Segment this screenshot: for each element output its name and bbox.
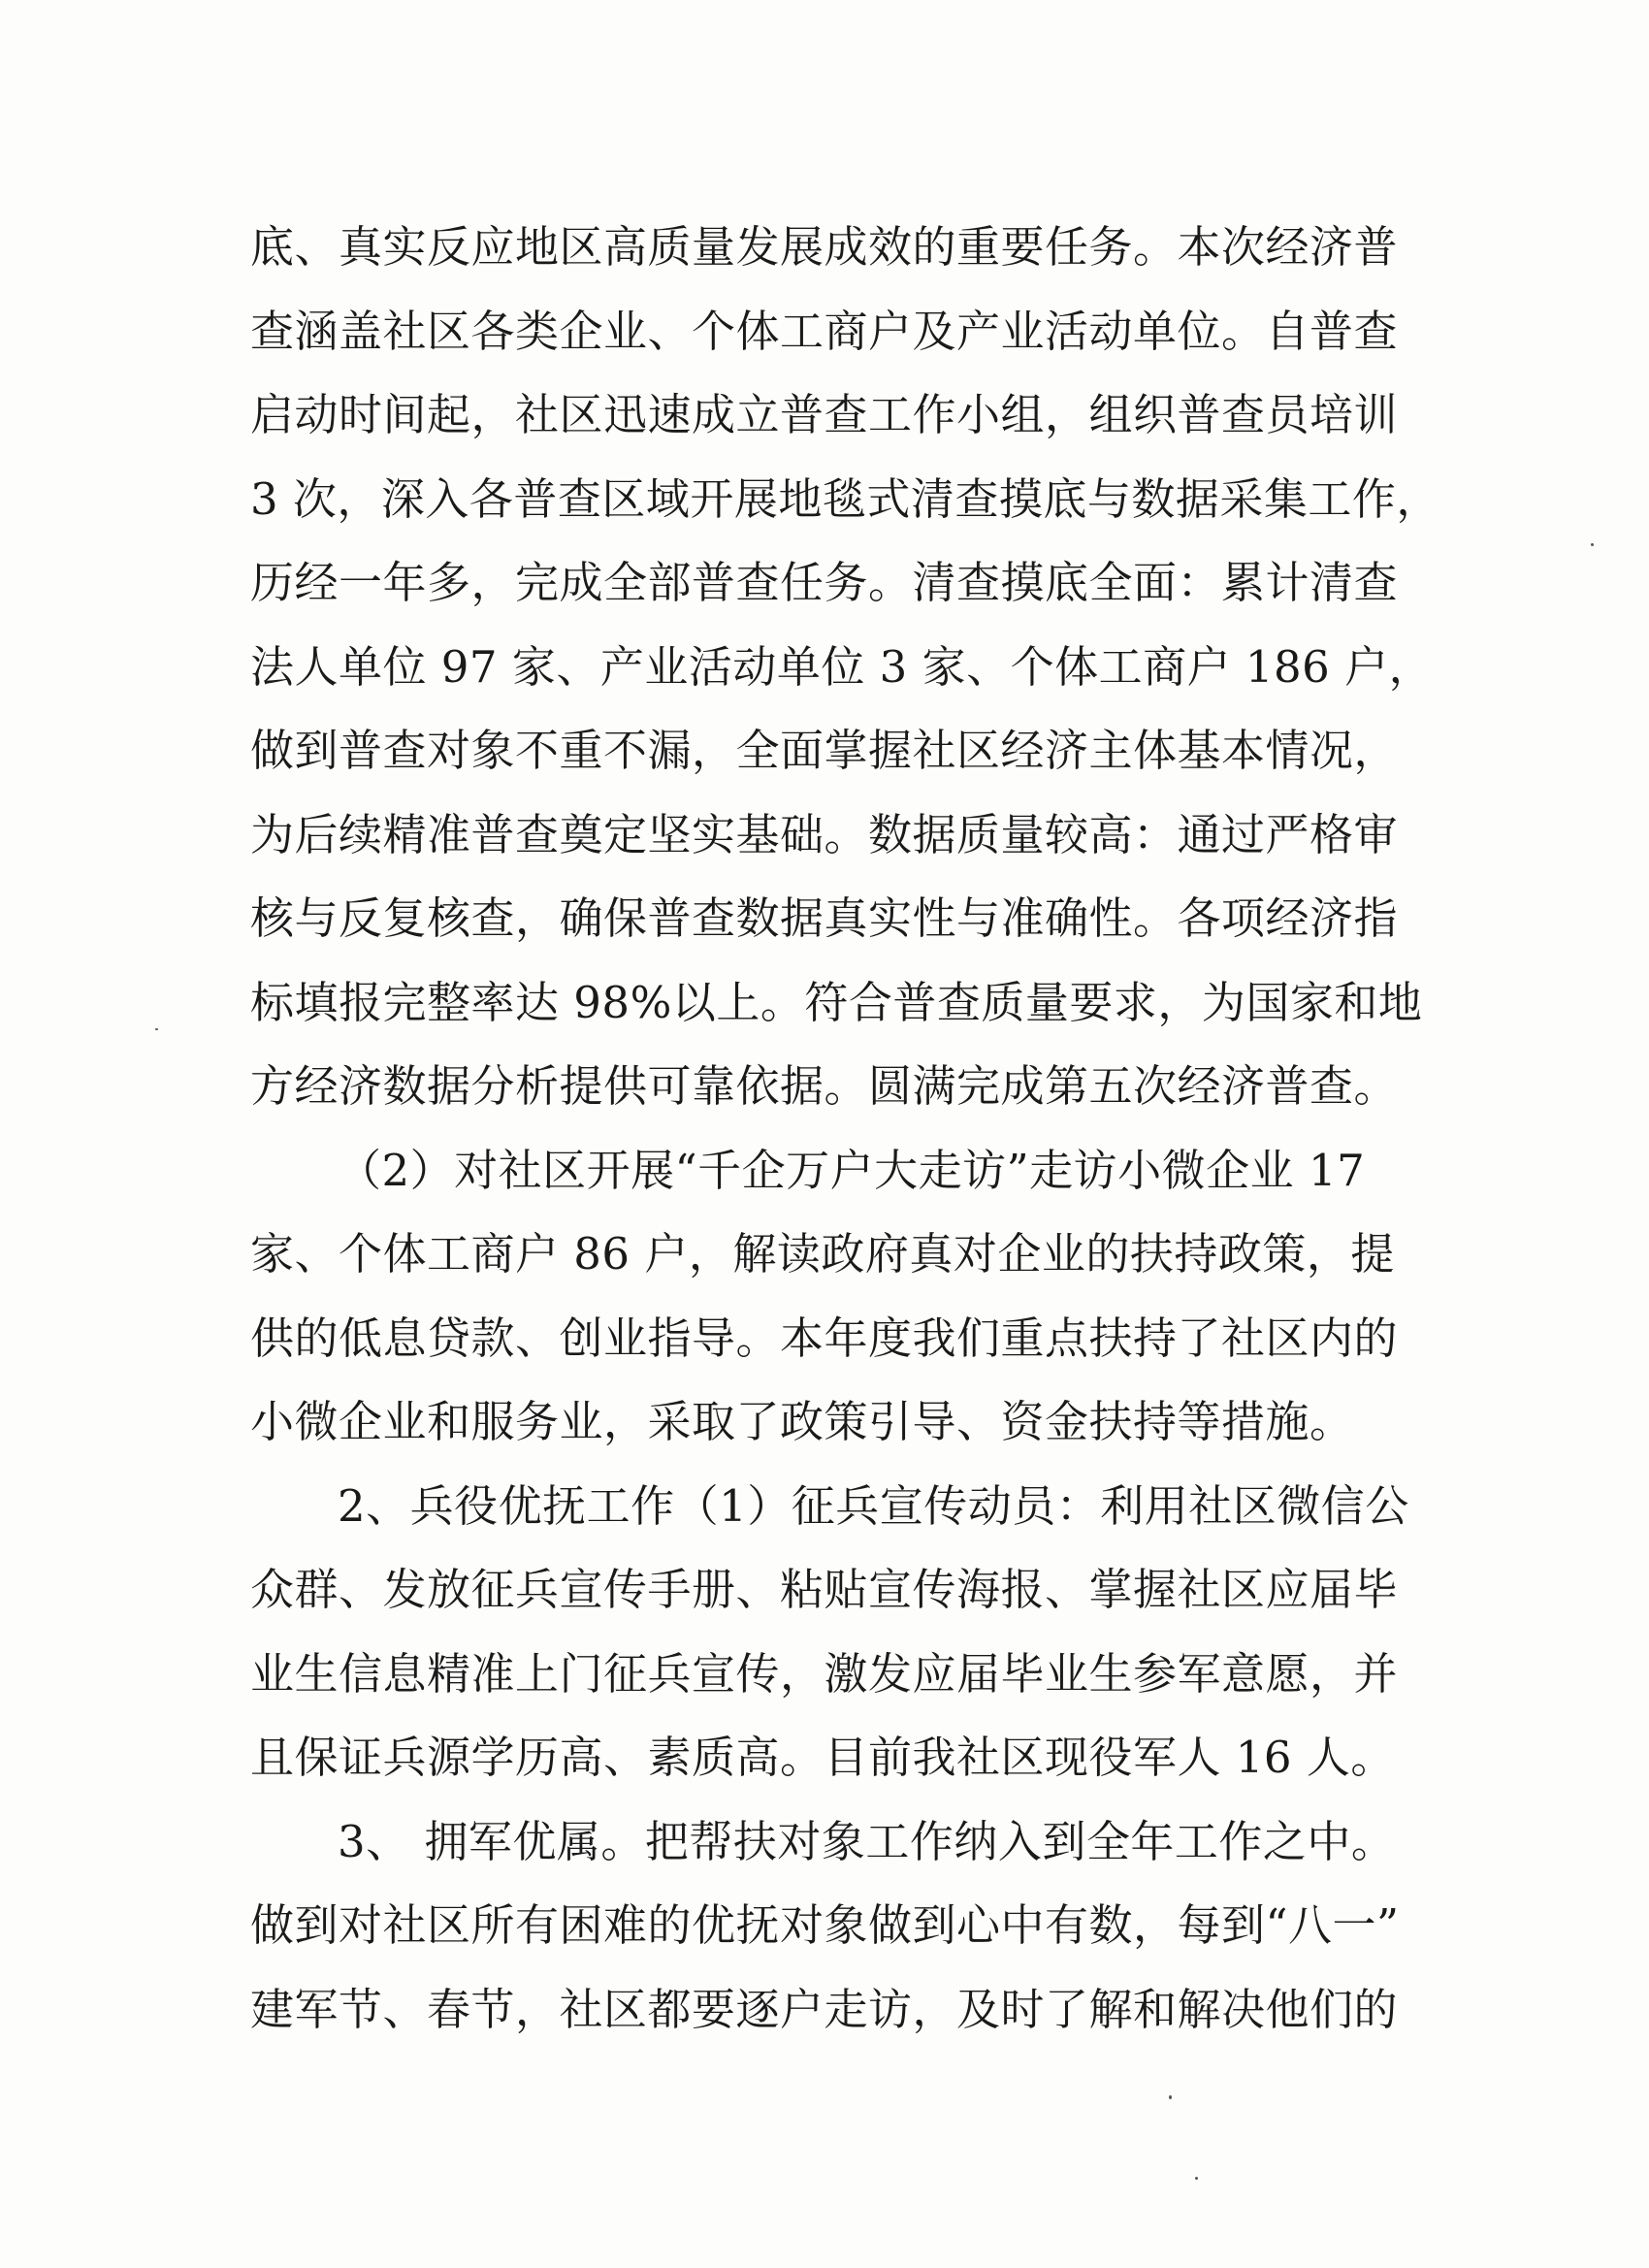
text-line: 众群、发放征兵宣传手册、粘贴宣传海报、掌握社区应届毕 (250, 1564, 1399, 1615)
text-line: 核与反复核查，确保普查数据真实性与准确性。各项经济指 (250, 892, 1399, 944)
text-line: 业生信息精准上门征兵宣传，激发应届毕业生参军意愿，并 (250, 1647, 1399, 1700)
text-line: （2）对社区开展“千企万户大走访”走访小微企业 17 (338, 1144, 1366, 1196)
text-line: 供的低息贷款、创业指导。本年度我们重点扶持了社区内的 (250, 1312, 1399, 1364)
text-line: 小微企业和服务业，采取了政策引导、资金扶持等措施。 (250, 1396, 1354, 1447)
text-line: 底、真实反应地区高质量发展成效的重要任务。本次经济普 (250, 221, 1399, 273)
text-line: 做到对社区所有困难的优抚对象做到心中有数，每到“八一” (250, 1899, 1400, 1951)
text-line: 标填报完整率达 98%以上。符合普查质量要求，为国家和地 (250, 976, 1423, 1028)
text-line: 查涵盖社区各类企业、个体工商户及产业活动单位。自普查 (250, 305, 1399, 357)
text-line: 做到普查对象不重不漏，全面掌握社区经济主体基本情况， (250, 725, 1399, 776)
scan-speck (1169, 2095, 1172, 2099)
text-line: 3、 拥军优属。把帮扶对象工作纳入到全年工作之中。 (338, 1815, 1396, 1867)
scan-speck (1591, 543, 1594, 546)
text-line: 2、兵役优抚工作（1）征兵宣传动员：利用社区微信公 (338, 1479, 1409, 1532)
text-line: 启动时间起，社区迅速成立普查工作小组，组织普查员培训 (250, 389, 1399, 440)
text-line: 法人单位 97 家、产业活动单位 3 家、个体工商户 186 户， (250, 640, 1434, 693)
text-line: 方经济数据分析提供可靠依据。圆满完成第五次经济普查。 (250, 1060, 1399, 1112)
text-line: 3 次，深入各普查区域开展地毯式清查摸底与数据采集工作， (250, 472, 1440, 525)
text-line: 建军节、春节，社区都要逐户走访，及时了解和解决他们的 (250, 1983, 1399, 2035)
text-line: 且保证兵源学历高、素质高。目前我社区现役军人 16 人。 (250, 1732, 1395, 1783)
text-line: 历经一年多，完成全部普查任务。清查摸底全面：累计清查 (250, 557, 1399, 608)
scan-speck (1195, 2177, 1198, 2180)
text-line: 为后续精准普查奠定坚实基础。数据质量较高：通过严格审 (250, 808, 1399, 860)
document-body (250, 206, 1440, 2052)
text-line: 家、个体工商户 86 户，解读政府真对企业的扶持政策，提 (250, 1228, 1395, 1280)
scan-speck (155, 1028, 158, 1030)
